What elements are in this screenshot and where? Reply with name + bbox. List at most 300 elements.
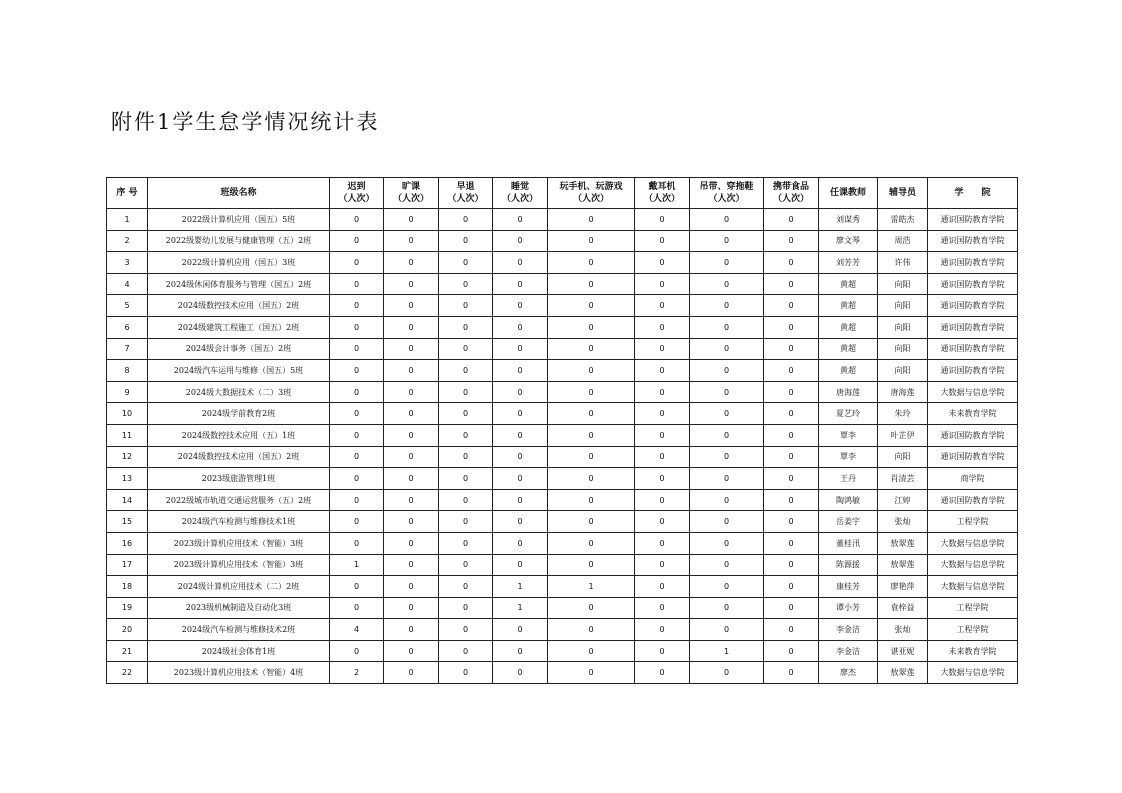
row-index: 16 (107, 532, 148, 554)
slippers-count: 0 (690, 230, 764, 252)
teacher-name: 廖杰 (819, 662, 878, 684)
late-count: 0 (330, 597, 384, 619)
food-count: 0 (764, 640, 819, 662)
table-row (107, 273, 1018, 295)
table-row (107, 511, 1018, 533)
phone-games-count: 0 (548, 446, 635, 468)
table-row (107, 209, 1018, 231)
table-row (107, 424, 1018, 446)
slippers-count: 0 (690, 511, 764, 533)
header-label: （人次） (572, 194, 609, 204)
teacher-name: 廖文琴 (819, 230, 878, 252)
teacher-name: 黄超 (819, 316, 878, 338)
early-leave-count: 0 (439, 511, 493, 533)
early-leave-count: 0 (439, 640, 493, 662)
earphones-count: 0 (635, 640, 690, 662)
table-header (107, 178, 1018, 209)
slippers-count: 0 (690, 381, 764, 403)
earphones-count: 0 (635, 424, 690, 446)
teacher-name: 覃李 (819, 424, 878, 446)
document-title: 附件1学生怠学情况统计表 (111, 110, 380, 134)
early-leave-count: 0 (439, 619, 493, 641)
early-leave-count: 0 (439, 230, 493, 252)
absent-count: 0 (384, 338, 439, 360)
phone-games-count: 0 (548, 273, 635, 295)
header-counselor (878, 178, 928, 209)
counselor-name: 向阳 (878, 360, 928, 382)
row-index: 10 (107, 403, 148, 425)
counselor-name: 廖艳萍 (878, 576, 928, 598)
sleeping-count: 0 (493, 295, 548, 317)
absent-count: 0 (384, 230, 439, 252)
class-name: 2024级会计事务（国五）2班 (148, 338, 330, 360)
late-count: 0 (330, 295, 384, 317)
absent-count: 0 (384, 252, 439, 274)
counselor-name: 向阳 (878, 273, 928, 295)
food-count: 0 (764, 338, 819, 360)
phone-games-count: 0 (548, 597, 635, 619)
counselor-name: 江婷 (878, 489, 928, 511)
early-leave-count: 0 (439, 252, 493, 274)
header-label: （人次） (643, 194, 680, 204)
row-index: 11 (107, 424, 148, 446)
earphones-count: 0 (635, 619, 690, 641)
late-count: 0 (330, 446, 384, 468)
phone-games-count: 0 (548, 662, 635, 684)
class-name: 2023级旅游管理1班 (148, 468, 330, 490)
class-name: 2023级计算机应用技术（智能）3班 (148, 532, 330, 554)
early-leave-count: 0 (439, 468, 493, 490)
phone-games-count: 0 (548, 209, 635, 231)
college-name: 未来教育学院 (928, 403, 1018, 425)
counselor-name: 敖翠莲 (878, 532, 928, 554)
teacher-name: 刘芳芳 (819, 252, 878, 274)
late-count: 0 (330, 273, 384, 295)
earphones-count: 0 (635, 446, 690, 468)
phone-games-count: 0 (548, 316, 635, 338)
early-leave-count: 0 (439, 403, 493, 425)
college-name: 工程学院 (928, 597, 1018, 619)
counselor-name: 张灿 (878, 619, 928, 641)
food-count: 0 (764, 273, 819, 295)
table-row (107, 360, 1018, 382)
counselor-name: 肖清芸 (878, 468, 928, 490)
sleeping-count: 0 (493, 252, 548, 274)
phone-games-count: 0 (548, 511, 635, 533)
table-row (107, 489, 1018, 511)
counselor-name: 朱玲 (878, 403, 928, 425)
counselor-name: 向阳 (878, 446, 928, 468)
sleeping-count: 0 (493, 381, 548, 403)
phone-games-count: 0 (548, 295, 635, 317)
absent-count: 0 (384, 597, 439, 619)
class-name: 2023级计算机应用技术（智能）3班 (148, 554, 330, 576)
phone-games-count: 0 (548, 381, 635, 403)
slippers-count: 0 (690, 576, 764, 598)
table-row (107, 619, 1018, 641)
college-name: 商学院 (928, 468, 1018, 490)
earphones-count: 0 (635, 554, 690, 576)
row-index: 14 (107, 489, 148, 511)
absent-count: 0 (384, 576, 439, 598)
earphones-count: 0 (635, 316, 690, 338)
earphones-count: 0 (635, 403, 690, 425)
absent-count: 0 (384, 554, 439, 576)
slippers-count: 0 (690, 489, 764, 511)
header-food (764, 178, 819, 209)
row-index: 8 (107, 360, 148, 382)
food-count: 0 (764, 403, 819, 425)
food-count: 0 (764, 576, 819, 598)
food-count: 0 (764, 295, 819, 317)
early-leave-count: 0 (439, 662, 493, 684)
header-label: （人次） (501, 194, 538, 204)
absent-count: 0 (384, 424, 439, 446)
phone-games-count: 0 (548, 468, 635, 490)
header-label: 任课教师 (829, 188, 866, 198)
phone-games-count: 0 (548, 338, 635, 360)
class-name: 2024级数控技术应用（国五）2班 (148, 446, 330, 468)
food-count: 0 (764, 597, 819, 619)
header-label: （人次） (338, 194, 375, 204)
earphones-count: 0 (635, 230, 690, 252)
sleeping-count: 1 (493, 597, 548, 619)
slippers-count: 0 (690, 360, 764, 382)
header-label: 班级名称 (220, 188, 257, 198)
phone-games-count: 0 (548, 230, 635, 252)
absent-count: 0 (384, 209, 439, 231)
row-index: 1 (107, 209, 148, 231)
sleeping-count: 0 (493, 230, 548, 252)
class-name: 2024级学前教育2班 (148, 403, 330, 425)
header-phone-games (548, 178, 635, 209)
header-label: 序 号 (116, 188, 138, 198)
earphones-count: 0 (635, 381, 690, 403)
row-index: 18 (107, 576, 148, 598)
header-label: 迟到 (347, 182, 366, 192)
header-label: 旷课 (401, 182, 420, 192)
header-row (107, 178, 1018, 209)
early-leave-count: 0 (439, 338, 493, 360)
college-name: 通识国防教育学院 (928, 273, 1018, 295)
header-absent (384, 178, 439, 209)
earphones-count: 0 (635, 252, 690, 274)
header-label: 戴耳机 (648, 182, 676, 192)
slippers-count: 0 (690, 403, 764, 425)
class-name: 2024级汽车检测与维修技术2班 (148, 619, 330, 641)
early-leave-count: 0 (439, 273, 493, 295)
absent-count: 0 (384, 360, 439, 382)
sleeping-count: 0 (493, 209, 548, 231)
sleeping-count: 0 (493, 640, 548, 662)
table-row (107, 468, 1018, 490)
header-label: 睡觉 (510, 182, 529, 192)
slippers-count: 0 (690, 316, 764, 338)
late-count: 0 (330, 381, 384, 403)
counselor-name: 敖翠莲 (878, 662, 928, 684)
header-label: （人次） (447, 194, 484, 204)
college-name: 通识国防教育学院 (928, 424, 1018, 446)
row-index: 7 (107, 338, 148, 360)
slippers-count: 0 (690, 619, 764, 641)
header-label: （人次） (708, 194, 745, 204)
college-name: 工程学院 (928, 619, 1018, 641)
table-row (107, 554, 1018, 576)
college-name: 通识国防教育学院 (928, 360, 1018, 382)
sleeping-count: 1 (493, 576, 548, 598)
late-count: 0 (330, 532, 384, 554)
class-name: 2024级建筑工程施工（国五）2班 (148, 316, 330, 338)
class-name: 2024级数控技术应用（五）1班 (148, 424, 330, 446)
food-count: 0 (764, 619, 819, 641)
late-count: 0 (330, 489, 384, 511)
earphones-count: 0 (635, 532, 690, 554)
teacher-name: 谭小芳 (819, 597, 878, 619)
row-index: 21 (107, 640, 148, 662)
college-name: 工程学院 (928, 511, 1018, 533)
food-count: 0 (764, 468, 819, 490)
food-count: 0 (764, 511, 819, 533)
table-row (107, 316, 1018, 338)
late-count: 0 (330, 338, 384, 360)
earphones-count: 0 (635, 576, 690, 598)
counselor-name: 敖翠莲 (878, 554, 928, 576)
phone-games-count: 0 (548, 640, 635, 662)
absent-count: 0 (384, 403, 439, 425)
late-count: 0 (330, 576, 384, 598)
header-label: 玩手机、玩游戏 (559, 182, 623, 192)
phone-games-count: 0 (548, 619, 635, 641)
header-label: 辅导员 (888, 188, 916, 198)
slippers-count: 0 (690, 273, 764, 295)
phone-games-count: 1 (548, 576, 635, 598)
class-name: 2023级机械制造及自动化3班 (148, 597, 330, 619)
early-leave-count: 0 (439, 381, 493, 403)
teacher-name: 王丹 (819, 468, 878, 490)
food-count: 0 (764, 662, 819, 684)
header-index (107, 178, 148, 209)
counselor-name: 向阳 (878, 316, 928, 338)
table-row (107, 597, 1018, 619)
college-name: 通识国防教育学院 (928, 338, 1018, 360)
teacher-name: 刘谋秀 (819, 209, 878, 231)
earphones-count: 0 (635, 468, 690, 490)
row-index: 13 (107, 468, 148, 490)
teacher-name: 黄超 (819, 273, 878, 295)
sleeping-count: 0 (493, 424, 548, 446)
phone-games-count: 0 (548, 554, 635, 576)
header-label: 学 院 (954, 188, 991, 198)
header-class-name (148, 178, 330, 209)
earphones-count: 0 (635, 489, 690, 511)
college-name: 大数据与信息学院 (928, 662, 1018, 684)
early-leave-count: 0 (439, 209, 493, 231)
row-index: 4 (107, 273, 148, 295)
absent-count: 0 (384, 489, 439, 511)
teacher-name: 李金洁 (819, 619, 878, 641)
slippers-count: 0 (690, 424, 764, 446)
early-leave-count: 0 (439, 295, 493, 317)
late-count: 0 (330, 424, 384, 446)
row-index: 12 (107, 446, 148, 468)
table-row (107, 576, 1018, 598)
sleeping-count: 0 (493, 511, 548, 533)
early-leave-count: 0 (439, 316, 493, 338)
college-name: 大数据与信息学院 (928, 381, 1018, 403)
teacher-name: 董桂汛 (819, 532, 878, 554)
table-body (107, 209, 1018, 684)
sleeping-count: 0 (493, 360, 548, 382)
header-early-leave (439, 178, 493, 209)
early-leave-count: 0 (439, 360, 493, 382)
college-name: 通识国防教育学院 (928, 489, 1018, 511)
food-count: 0 (764, 360, 819, 382)
late-count: 0 (330, 360, 384, 382)
sleeping-count: 0 (493, 446, 548, 468)
absent-count: 0 (384, 381, 439, 403)
class-name: 2022级计算机应用（国五）3班 (148, 252, 330, 274)
row-index: 15 (107, 511, 148, 533)
sleeping-count: 0 (493, 468, 548, 490)
teacher-name: 岳姜宇 (819, 511, 878, 533)
food-count: 0 (764, 381, 819, 403)
teacher-name: 黄超 (819, 295, 878, 317)
early-leave-count: 0 (439, 597, 493, 619)
class-name: 2024级休闲体育服务与管理（国五）2班 (148, 273, 330, 295)
college-name: 大数据与信息学院 (928, 554, 1018, 576)
counselor-name: 雷皓杰 (878, 209, 928, 231)
slippers-count: 0 (690, 446, 764, 468)
earphones-count: 0 (635, 338, 690, 360)
sleeping-count: 0 (493, 532, 548, 554)
row-index: 19 (107, 597, 148, 619)
teacher-name: 李金洁 (819, 640, 878, 662)
class-name: 2024级汽车检测与维修技术1班 (148, 511, 330, 533)
class-name: 2023级计算机应用技术（智能）4班 (148, 662, 330, 684)
food-count: 0 (764, 554, 819, 576)
teacher-name: 黄超 (819, 338, 878, 360)
counselor-name: 谌亚妮 (878, 640, 928, 662)
sleeping-count: 0 (493, 338, 548, 360)
phone-games-count: 0 (548, 252, 635, 274)
slippers-count: 1 (690, 640, 764, 662)
table-row (107, 640, 1018, 662)
header-late (330, 178, 384, 209)
row-index: 2 (107, 230, 148, 252)
absent-count: 0 (384, 511, 439, 533)
sleeping-count: 0 (493, 403, 548, 425)
early-leave-count: 0 (439, 424, 493, 446)
counselor-name: 袁梓益 (878, 597, 928, 619)
earphones-count: 0 (635, 511, 690, 533)
college-name: 通识国防教育学院 (928, 230, 1018, 252)
early-leave-count: 0 (439, 576, 493, 598)
slippers-count: 0 (690, 338, 764, 360)
counselor-name: 向阳 (878, 295, 928, 317)
header-teacher (819, 178, 878, 209)
table-row (107, 381, 1018, 403)
phone-games-count: 0 (548, 532, 635, 554)
class-name: 2022级婴幼儿发展与健康管理（五）2班 (148, 230, 330, 252)
food-count: 0 (764, 489, 819, 511)
food-count: 0 (764, 252, 819, 274)
teacher-name: 黄超 (819, 360, 878, 382)
college-name: 通识国防教育学院 (928, 209, 1018, 231)
header-college (928, 178, 1018, 209)
absent-count: 0 (384, 468, 439, 490)
earphones-count: 0 (635, 597, 690, 619)
table-row (107, 662, 1018, 684)
header-label: 携带食品 (772, 182, 809, 192)
table-row (107, 446, 1018, 468)
food-count: 0 (764, 209, 819, 231)
row-index: 20 (107, 619, 148, 641)
class-name: 2022级计算机应用（国五）5班 (148, 209, 330, 231)
header-sleeping (493, 178, 548, 209)
class-name: 2024级汽车运用与维修（国五）5班 (148, 360, 330, 382)
table-row (107, 252, 1018, 274)
counselor-name: 唐海莲 (878, 381, 928, 403)
row-index: 9 (107, 381, 148, 403)
slippers-count: 0 (690, 597, 764, 619)
absent-count: 0 (384, 619, 439, 641)
teacher-name: 夏艺玲 (819, 403, 878, 425)
teacher-name: 唐海莲 (819, 381, 878, 403)
slippers-count: 0 (690, 209, 764, 231)
class-name: 2024级计算机应用技术（二）2班 (148, 576, 330, 598)
food-count: 0 (764, 532, 819, 554)
college-name: 通识国防教育学院 (928, 316, 1018, 338)
teacher-name: 覃李 (819, 446, 878, 468)
truancy-statistics-table (106, 177, 1018, 684)
absent-count: 0 (384, 532, 439, 554)
late-count: 0 (330, 468, 384, 490)
college-name: 大数据与信息学院 (928, 576, 1018, 598)
header-label: （人次） (392, 194, 429, 204)
slippers-count: 0 (690, 468, 764, 490)
header-label: 早退 (456, 182, 475, 192)
table-row (107, 338, 1018, 360)
food-count: 0 (764, 316, 819, 338)
teacher-name: 陶鸿敏 (819, 489, 878, 511)
counselor-name: 张灿 (878, 511, 928, 533)
food-count: 0 (764, 424, 819, 446)
early-leave-count: 0 (439, 446, 493, 468)
sleeping-count: 0 (493, 619, 548, 641)
earphones-count: 0 (635, 295, 690, 317)
early-leave-count: 0 (439, 532, 493, 554)
teacher-name: 康桂芳 (819, 576, 878, 598)
slippers-count: 0 (690, 662, 764, 684)
class-name: 2024级数控技术应用（国五）2班 (148, 295, 330, 317)
earphones-count: 0 (635, 273, 690, 295)
late-count: 4 (330, 619, 384, 641)
late-count: 0 (330, 316, 384, 338)
college-name: 未来教育学院 (928, 640, 1018, 662)
absent-count: 0 (384, 273, 439, 295)
college-name: 大数据与信息学院 (928, 532, 1018, 554)
row-index: 3 (107, 252, 148, 274)
slippers-count: 0 (690, 532, 764, 554)
phone-games-count: 0 (548, 403, 635, 425)
college-name: 通识国防教育学院 (928, 446, 1018, 468)
food-count: 0 (764, 230, 819, 252)
header-label: （人次） (772, 194, 809, 204)
absent-count: 0 (384, 662, 439, 684)
sleeping-count: 0 (493, 273, 548, 295)
late-count: 0 (330, 640, 384, 662)
earphones-count: 0 (635, 662, 690, 684)
